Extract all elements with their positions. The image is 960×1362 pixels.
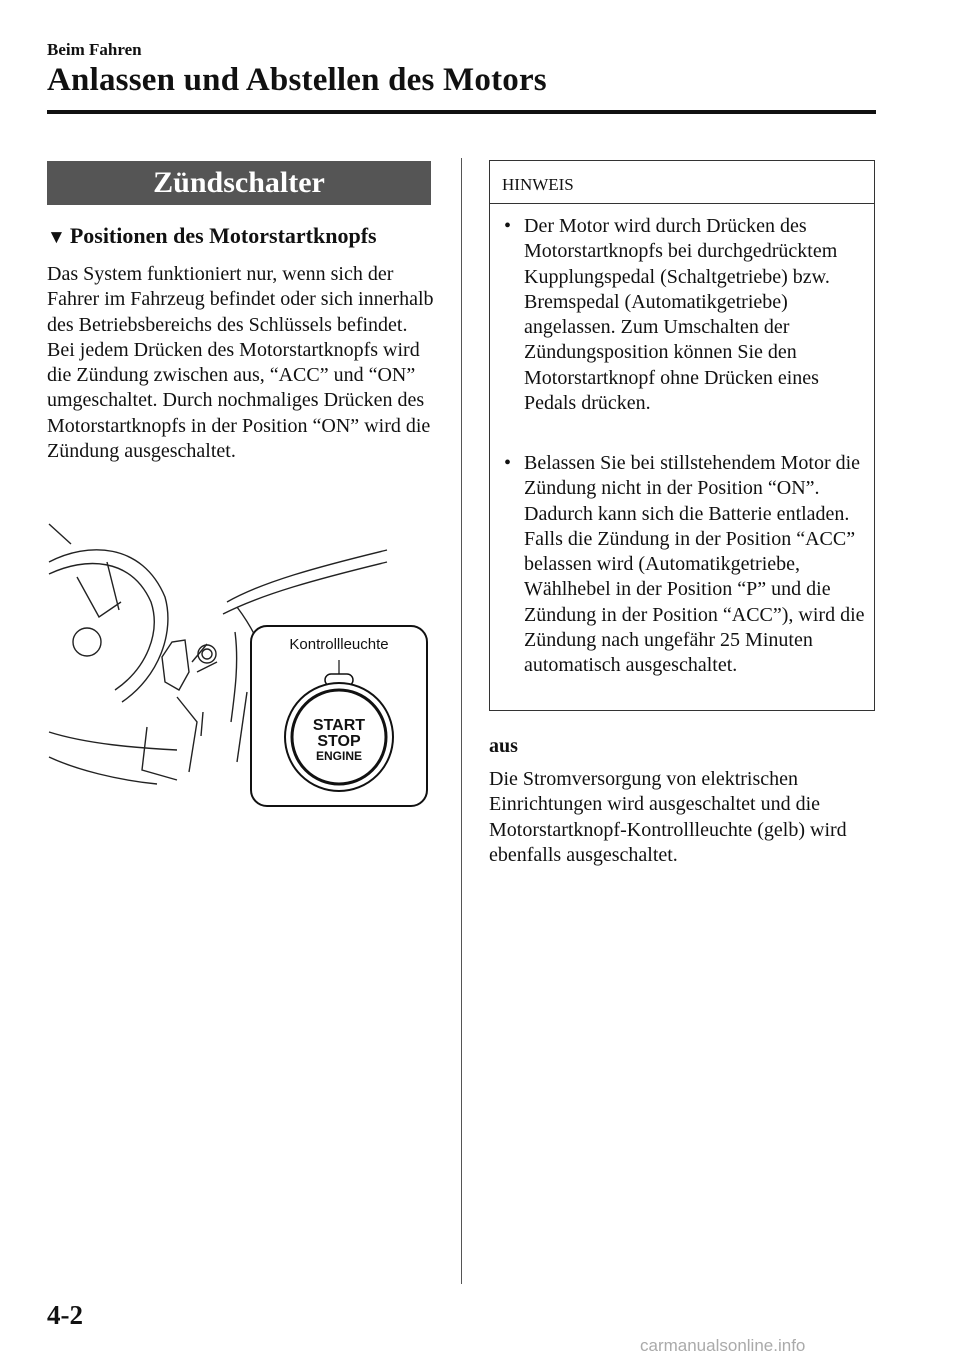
button-text-start: START [312,717,366,734]
note-separator [490,203,874,204]
intro-text [47,262,447,464]
button-text-stop: STOP [317,733,361,750]
note-item-text: Belassen Sie bei stillstehendem Motor die Zündung nicht in der Position “ON”. Dadurch kann sich die Batterie entladen. Falls die Zündung in der Position “ACC” belassen wird (Automatikgetriebe, Wählhebel in der Position “P” und die Zündung in der Position “ACC”), wird die Zündung nach ungefähr 25 Minuten automatisch ausgeschaltet. [524,452,865,677]
breadcrumb: Beim Fahren [47,40,142,59]
bullet-icon: • [504,452,512,474]
paragraph-2: Bei jedem Drücken des Motorstartknopfs wird die Zündung zwischen aus, “ACC” und “ON” umgeschaltet. Durch nochmaliges Drücken des Motorstartknopfs in der Position “ON” wird die Zündung ausgeschaltet. [47,338,431,463]
chapter-title: Anlassen und Abstellen des Motors [47,62,547,98]
subheading [47,223,377,249]
note-box [489,160,875,711]
note-item [502,451,872,679]
column-divider [461,158,462,1284]
note-item [502,214,872,416]
aus-paragraph: Die Stromversorgung von elektrischen Einrichtungen wird ausgeschaltet und die Motorstartknopf-Kontrollleuchte (gelb) wird ebenfalls ausgeschaltet. [489,768,847,866]
bullet-icon: • [504,215,512,237]
button-text-engine: ENGINE [315,749,363,763]
page-number: 4-2 [47,1300,83,1330]
note-title: HINWEIS [502,175,574,194]
indicator-lamp-callout-label: Kontrollleuchte [289,636,389,653]
section-title-banner: Zündschalter [47,161,431,205]
dashboard-illustration [47,522,431,812]
header-rule [47,110,876,114]
subheading-text: Positionen des Motorstartknopfs [69,223,377,248]
paragraph-1: Das System funktioniert nur, wenn sich der Fahrer im Fahrzeug befindet oder sich innerhalb des Betriebsbereichs des Schlüssels befindet. [47,263,434,336]
aus-heading: aus [489,735,518,757]
triangle-marker-icon: ▼ [47,227,66,248]
note-item-text: Der Motor wird durch Drücken des Motorstartknopfs bei durchgedrücktem Kupplungspedal (Schaltgetriebe) bzw. Bremspedal (Automatikgetriebe) angelassen. Zum Umschalten der Zündungsposition können Sie den Motorstartknopf ohne Drücken eines Pedals drücken. [524,215,838,415]
watermark: carmanualsonline.info [640,1336,806,1355]
